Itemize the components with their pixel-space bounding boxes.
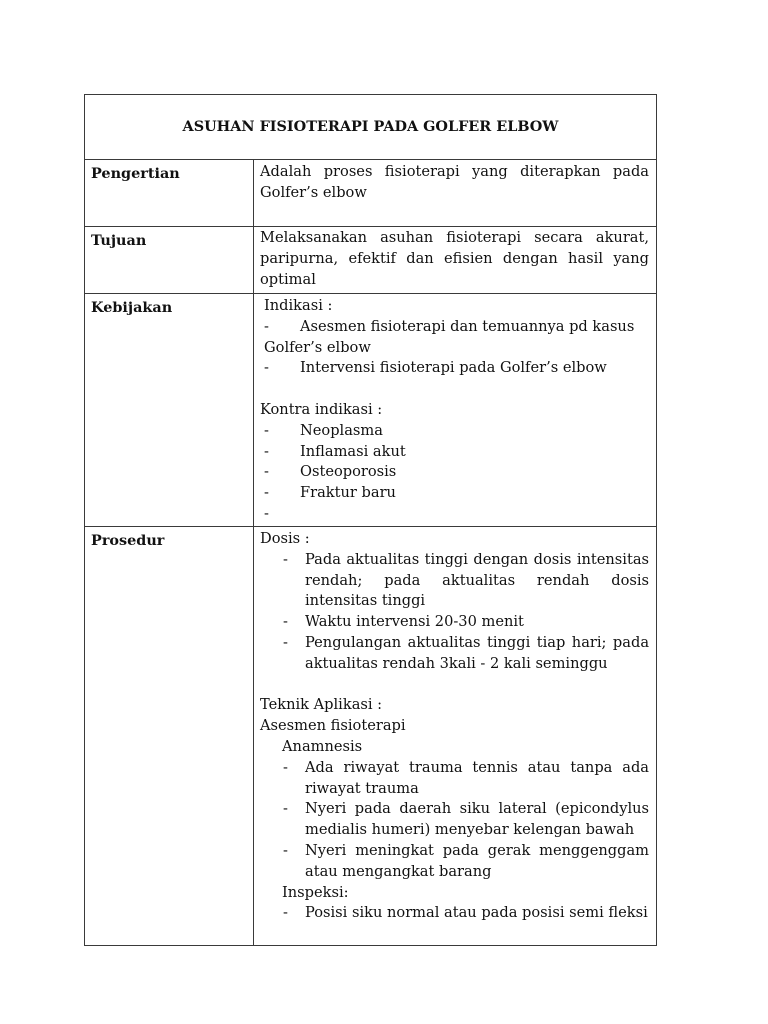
asesmen-heading: Asesmen fisioterapi xyxy=(260,717,406,735)
table-row-prosedur xyxy=(85,527,657,946)
table-row-tujuan xyxy=(85,227,657,294)
label-prosedur: Prosedur xyxy=(85,527,254,946)
list-item xyxy=(260,903,649,924)
sop-table xyxy=(84,94,657,946)
list-item xyxy=(260,462,649,483)
list-dash: - xyxy=(264,317,269,335)
list-item xyxy=(260,442,649,463)
list-dash: - xyxy=(264,504,269,522)
list-item xyxy=(260,799,649,841)
indikasi-heading: Indikasi : xyxy=(264,297,333,314)
kontra-item-5 xyxy=(300,504,649,525)
anamnesis-item-2: Nyeri pada daerah siku lateral (epicondylus medialis humeri) menyebar kelengan bawah xyxy=(305,800,650,839)
list-dash: - xyxy=(264,484,269,502)
list-dash: - xyxy=(283,904,288,922)
label-tujuan: Tujuan xyxy=(85,227,254,294)
dosis-item-1: Pada aktualitas tinggi dengan dosis intensitas rendah; pada aktualitas rendah dosis intensitas tinggi xyxy=(305,550,650,610)
list-item xyxy=(260,483,649,504)
list-dash: - xyxy=(283,550,288,568)
list-dash: - xyxy=(264,359,269,377)
kontra-item-1: Neoplasma xyxy=(300,421,383,439)
anamnesis-item-1: Ada riwayat trauma tennis atau tanpa ada riwayat trauma xyxy=(305,758,650,797)
dosis-item-2: Waktu intervensi 20-30 menit xyxy=(305,613,524,631)
dosis-item-3: Pengulangan aktualitas tinggi tiap hari; pada aktualitas rendah 3kali - 2 kali seminggu xyxy=(305,633,650,672)
list-dash: - xyxy=(264,421,269,439)
list-item xyxy=(260,358,649,379)
label-pengertian: Pengertian xyxy=(85,160,254,227)
list-item xyxy=(260,317,649,338)
title-row xyxy=(85,95,657,160)
value-prosedur xyxy=(254,527,657,946)
inspeksi-item-1: Posisi siku normal atau pada posisi semi fleksi xyxy=(305,904,648,922)
kontra-item-2: Inflamasi akut xyxy=(300,442,406,460)
list-item xyxy=(260,758,649,800)
anamnesis-heading: Anamnesis xyxy=(282,737,363,755)
tujuan-text: Melaksanakan asuhan fisioterapi secara akurat, paripurna, efektif dan efisien dengan hasil yang optimal xyxy=(260,229,650,288)
anamnesis-item-3: Nyeri meningkat pada gerak menggenggam atau mengangkat barang xyxy=(305,841,650,880)
table-row-pengertian xyxy=(85,160,657,227)
value-tujuan xyxy=(254,227,657,294)
list-item xyxy=(260,550,649,612)
kontra-item-3: Osteoporosis xyxy=(300,463,397,481)
table-row-kebijakan xyxy=(85,294,657,527)
indikasi-item-2: Intervensi fisioterapi pada Golfer’s elbow xyxy=(300,359,607,377)
list-dash: - xyxy=(264,463,269,481)
spacer xyxy=(260,379,649,400)
list-dash: - xyxy=(264,442,269,460)
list-item xyxy=(260,612,649,633)
kontra-heading: Kontra indikasi : xyxy=(260,400,383,418)
inspeksi-heading: Inspeksi: xyxy=(282,883,349,901)
value-pengertian xyxy=(254,160,657,227)
list-dash: - xyxy=(283,841,288,859)
indikasi-item-1: Asesmen fisioterapi dan temuannya pd kasus xyxy=(300,317,635,335)
list-item xyxy=(260,633,649,675)
list-item xyxy=(260,841,649,883)
list-dash: - xyxy=(283,800,288,818)
list-dash: - xyxy=(283,613,288,631)
spacer xyxy=(260,675,649,696)
value-kebijakan xyxy=(254,294,657,527)
document-title: ASUHAN FISIOTERAPI PADA GOLFER ELBOW xyxy=(85,95,657,160)
label-kebijakan: Kebijakan xyxy=(85,294,254,527)
dosis-heading: Dosis : xyxy=(260,530,310,547)
kontra-item-4: Fraktur baru xyxy=(300,484,396,502)
list-item xyxy=(260,504,649,525)
list-item xyxy=(260,421,649,442)
indikasi-item-1-continuation: Golfer’s elbow xyxy=(264,338,371,356)
pengertian-text: Adalah proses fisioterapi yang diterapkan pada Golfer’s elbow xyxy=(260,163,650,201)
list-dash: - xyxy=(283,633,288,651)
teknik-heading: Teknik Aplikasi : xyxy=(260,696,383,714)
list-dash: - xyxy=(283,758,288,776)
